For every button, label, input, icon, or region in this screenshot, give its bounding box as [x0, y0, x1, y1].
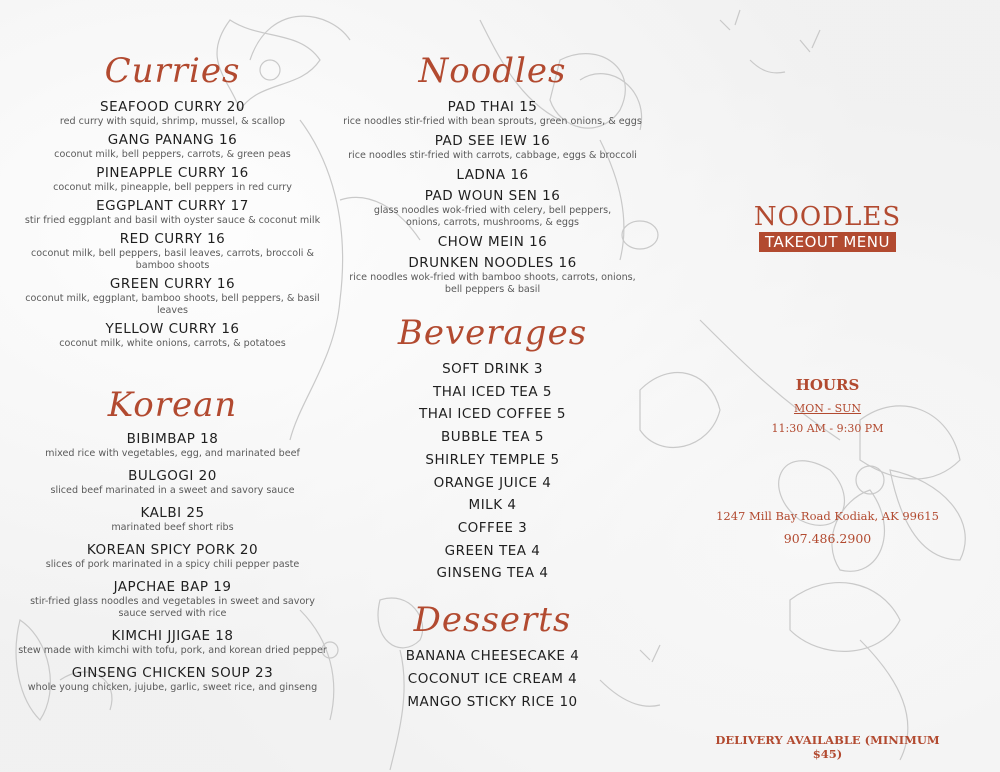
dessert-item: BANANA CHEESECAKE 4	[405, 648, 580, 665]
curries-list	[15, 98, 330, 350]
address: 1247 Mill Bay Road Kodiak, AK 99615	[716, 509, 939, 523]
delivery-notice: DELIVERY AVAILABLE (MINIMUM $45)	[715, 733, 940, 761]
menu-item-name: GANG PANANG 16	[107, 132, 238, 148]
hours-title: HOURS	[795, 376, 860, 394]
menu-item-desc: stew made with kimchi with tofu, pork, and korean dried pepper	[18, 645, 327, 656]
dessert-item: MANGO STICKY RICE 10	[407, 694, 578, 711]
menu-item-name: KALBI 25	[140, 505, 205, 521]
menu-item-desc: rice noodles stir-fried with carrots, cabbage, eggs & broccoli	[348, 150, 637, 161]
menu-item-name: BIBIMBAP 18	[126, 431, 219, 447]
menu-item-name: PINEAPPLE CURRY 16	[96, 165, 249, 181]
beverages-heading: Beverages	[397, 313, 588, 353]
hours-days: MON - SUN	[793, 402, 862, 415]
beverage-item: GINSENG TEA 4	[436, 565, 549, 582]
menu-item-name: CHOW MEIN 16	[437, 234, 548, 250]
menu-item-desc: red curry with squid, shrimp, mussel, & scallop	[59, 116, 286, 127]
menu-item-desc: coconut milk, bell peppers, carrots, & green peas	[54, 149, 291, 160]
menu-item-desc: stir-fried glass noodles and vegetables in sweet and savory sauce served with rice	[30, 596, 315, 619]
menu-item-desc: stir fried eggplant and basil with oyster sauce & coconut milk	[24, 215, 321, 226]
curries-heading: Curries	[104, 51, 241, 91]
menu-item-desc: rice noodles stir-fried with bean sprouts, green onions, & eggs	[343, 116, 642, 127]
beverage-item: SHIRLEY TEMPLE 5	[425, 451, 560, 468]
menu-item-name: PAD THAI 15	[447, 99, 538, 115]
menu-item-desc: coconut milk, bell peppers, basil leaves, carrots, broccoli & bamboo shoots	[31, 248, 314, 271]
hours-time: 11:30 AM - 9:30 PM	[771, 422, 884, 435]
menu-item-desc: marinated beef short ribs	[111, 522, 234, 533]
menu-item-name: YELLOW CURRY 16	[105, 321, 240, 337]
beverage-item: GREEN TEA 4	[444, 542, 541, 559]
desserts-list	[335, 645, 650, 714]
menu-item-name: KIMCHI JJIGAE 18	[111, 628, 234, 644]
menu-item-name: KOREAN SPICY PORK 20	[86, 542, 259, 558]
korean-heading: Korean	[107, 385, 238, 425]
menu-item-name: PAD SEE IEW 16	[434, 133, 551, 149]
menu-item-name: DRUNKEN NOODLES 16	[408, 255, 577, 271]
right-column	[700, 0, 955, 761]
noodles-heading: Noodles	[418, 51, 567, 91]
menu-item-desc: coconut milk, white onions, carrots, & potatoes	[59, 338, 286, 349]
korean-list	[15, 430, 330, 694]
menu-item-name: PAD WOUN SEN 16	[424, 188, 561, 204]
menu-item-desc: rice noodles wok-fried with bamboo shoots, carrots, onions, bell peppers & basil	[349, 272, 636, 295]
phone-number: 907.486.2900	[783, 531, 872, 546]
menu-item-name: BULGOGI 20	[128, 468, 217, 484]
beverage-item: THAI ICED TEA 5	[433, 383, 552, 400]
beverage-item: MILK 4	[468, 497, 517, 514]
menu-item-name: JAPCHAE BAP 19	[113, 579, 232, 595]
menu-item-name: GINSENG CHICKEN SOUP 23	[71, 665, 274, 681]
menu-item-name: LADNA 16	[456, 167, 529, 183]
beverages-list	[335, 358, 650, 585]
menu-item-name: RED CURRY 16	[119, 231, 226, 247]
left-column	[15, 0, 330, 697]
desserts-heading: Desserts	[413, 600, 572, 641]
menu-item-desc: glass noodles wok-fried with celery, bell peppers, onions, carrots, mushrooms, & eggs	[373, 205, 612, 228]
dessert-item: COCONUT ICE CREAM 4	[407, 671, 578, 688]
middle-column	[335, 0, 650, 714]
beverage-item: COFFEE 3	[457, 519, 528, 536]
beverage-item: ORANGE JUICE 4	[433, 474, 552, 491]
noodles-list	[335, 98, 650, 296]
menu-item-desc: coconut milk, pineapple, bell peppers in red curry	[53, 182, 292, 193]
menu-item-name: EGGPLANT CURRY 17	[96, 198, 249, 214]
menu-item-desc: coconut milk, eggplant, bamboo shoots, bell peppers, & basil leaves	[25, 293, 320, 316]
menu-item-desc: mixed rice with vegetables, egg, and marinated beef	[45, 448, 300, 459]
brand-subtitle: TAKEOUT MENU	[759, 232, 896, 252]
menu-item-desc: whole young chicken, jujube, garlic, sweet rice, and ginseng	[27, 682, 318, 693]
menu-item-name: GREEN CURRY 16	[109, 276, 236, 292]
beverage-item: SOFT DRINK 3	[442, 361, 543, 377]
brand-title: NOODLES	[753, 202, 902, 232]
menu-item-name: SEAFOOD CURRY 20	[100, 99, 245, 115]
menu-item-desc: sliced beef marinated in a sweet and savory sauce	[50, 485, 295, 496]
beverage-item: THAI ICED COFFEE 5	[418, 406, 567, 423]
beverage-item: BUBBLE TEA 5	[441, 429, 544, 446]
menu-item-desc: slices of pork marinated in a spicy chili pepper paste	[45, 559, 300, 570]
